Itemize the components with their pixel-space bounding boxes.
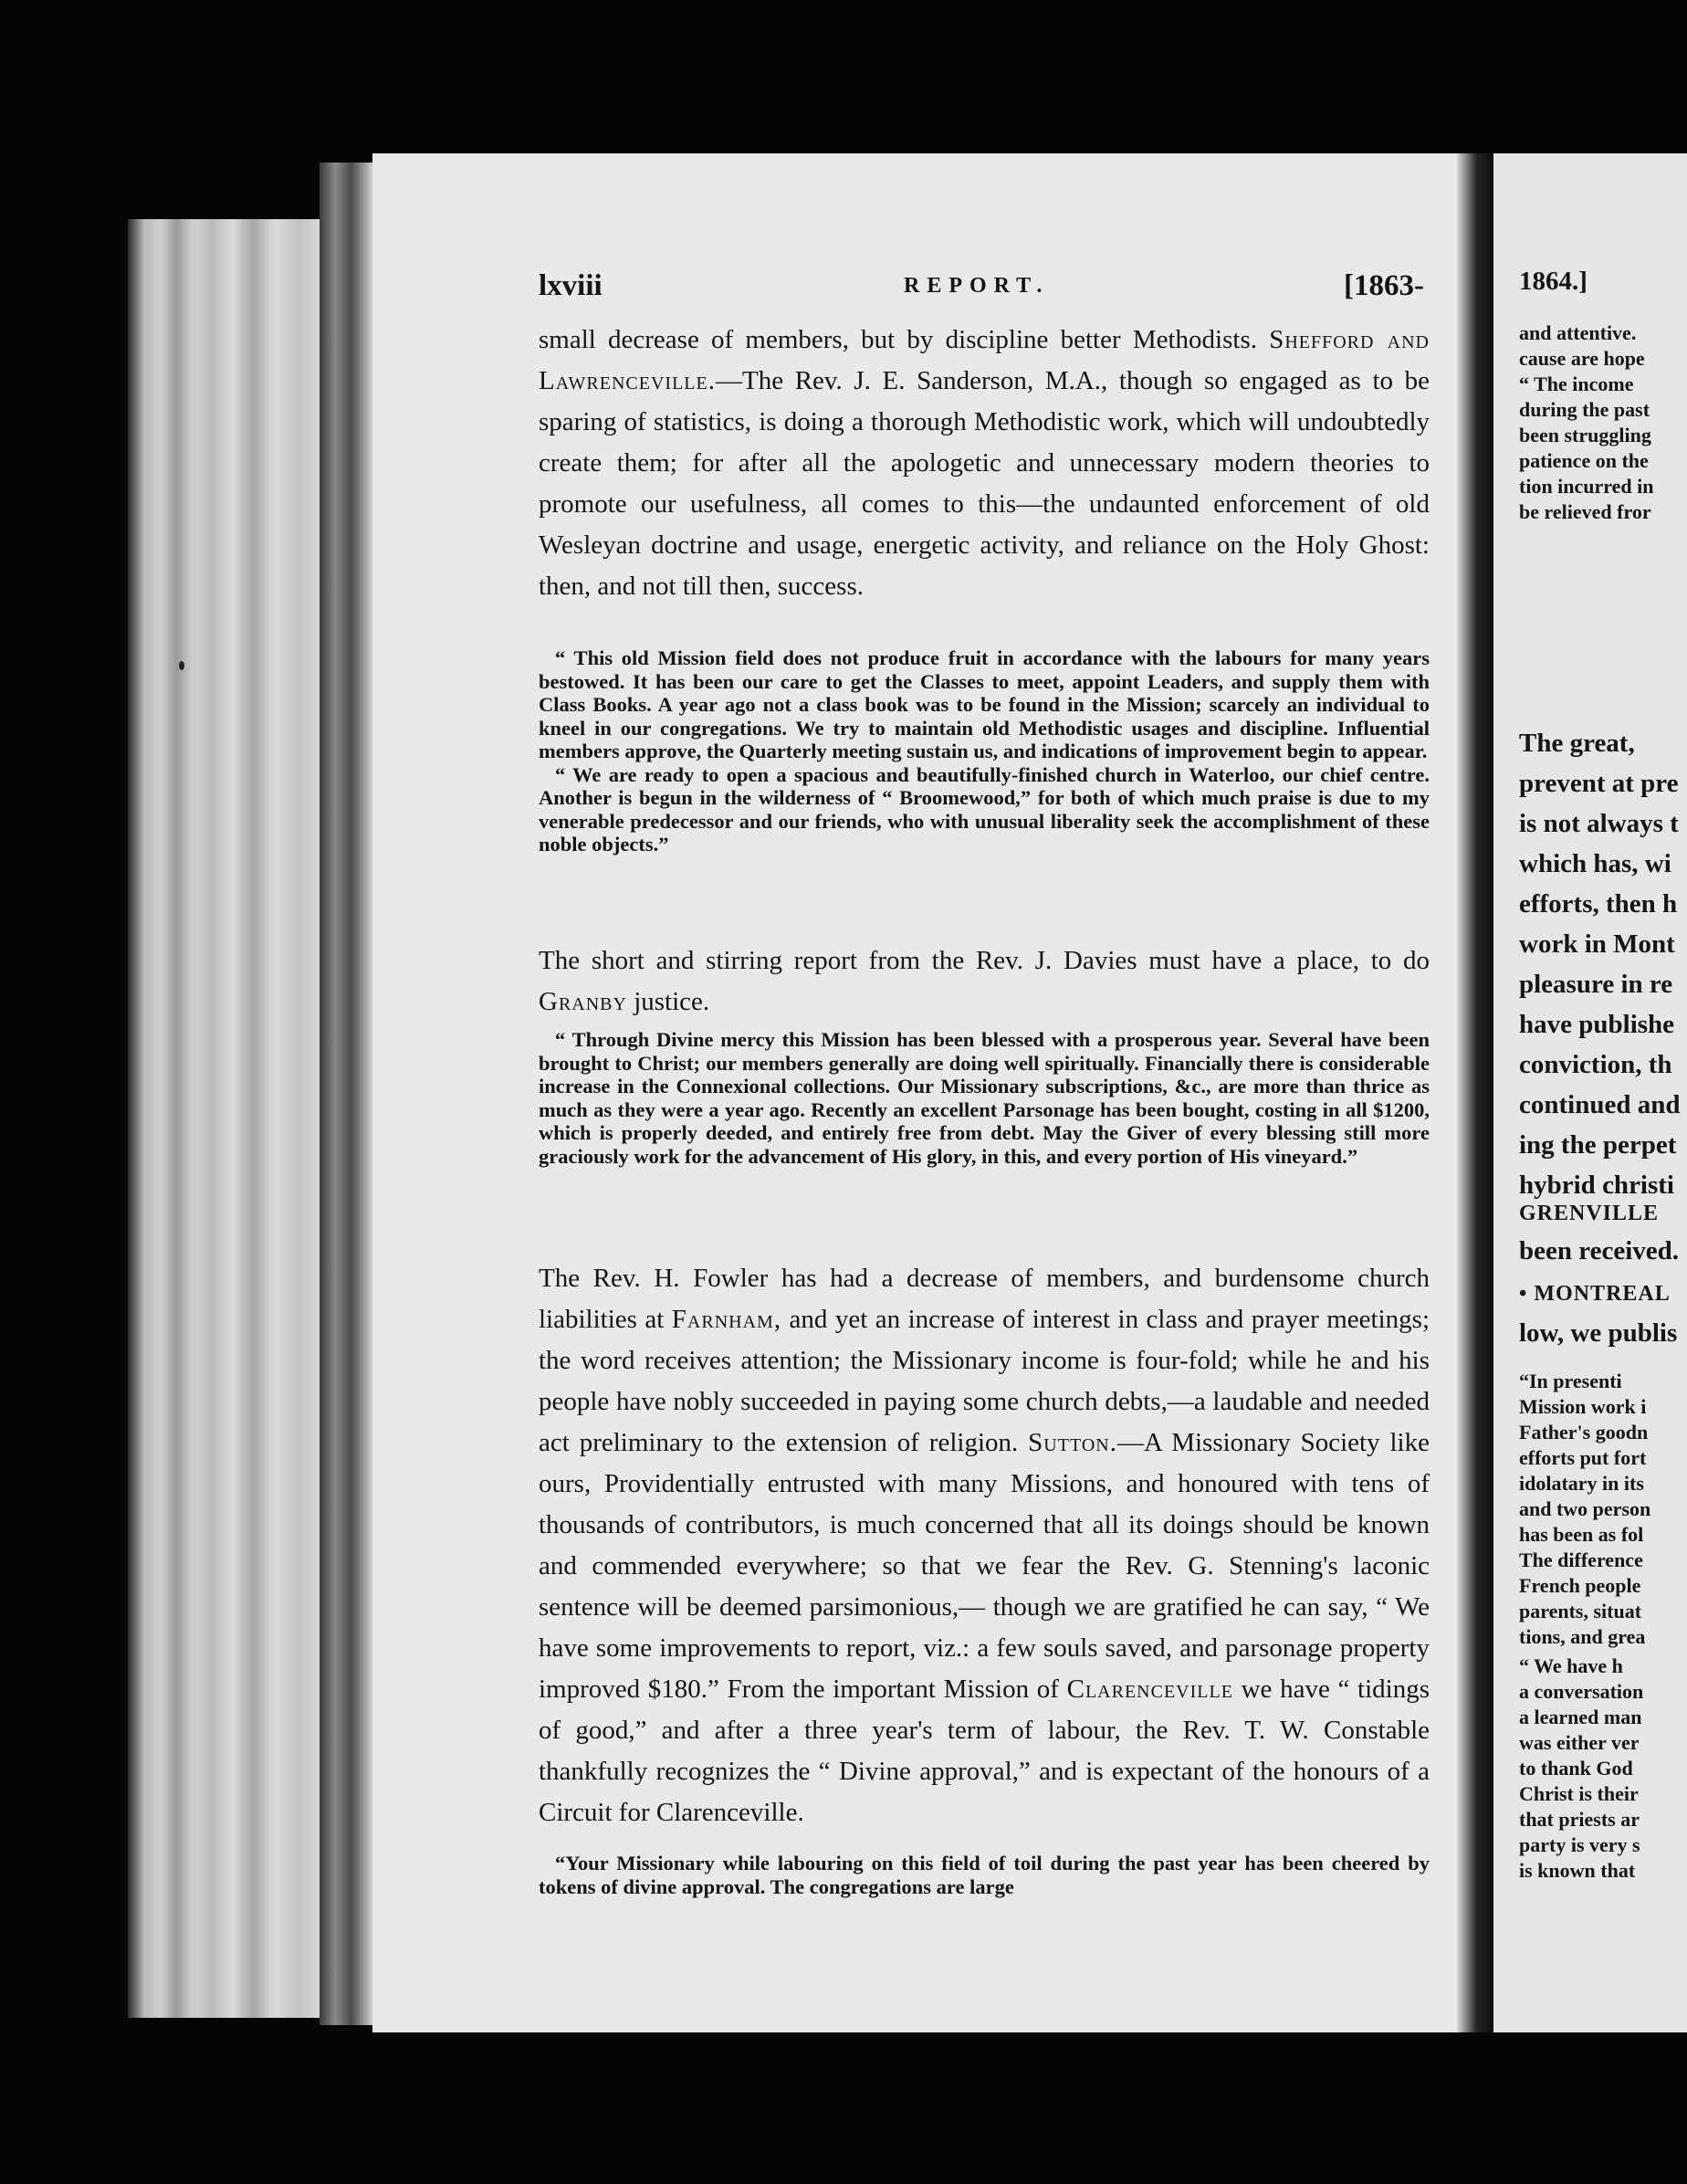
right-line: to thank God <box>1519 1757 1633 1780</box>
paragraph-granby-block <box>539 940 1430 1023</box>
right-line: has been as fol <box>1519 1523 1644 1546</box>
right-line: and two person <box>1519 1497 1651 1520</box>
right-line: Mission work i <box>1519 1395 1647 1418</box>
right-line: The difference <box>1519 1549 1643 1571</box>
right-line: ing the perpet <box>1519 1130 1677 1160</box>
right-line: that priests ar <box>1519 1808 1640 1831</box>
paragraph-farnham-block <box>539 1258 1430 1833</box>
quote-block-shefford <box>539 646 1430 856</box>
book-binding-edge <box>320 163 372 2025</box>
paragraph-farnham: The Rev. H. Fowler has had a decrease of members, and burdensome church liabilities at Farnham, and yet an increase of interest in class and prayer meetings; the word receives attention; the Missionary income is four-fold; while he and his people have nobly succeeded in paying some church debts,—a laudable and needed act preliminary to the extension of religion. Sutton.—A Missionary Society like ours, Providentially entrusted with many Missions, and honoured with tens of thousands of contributors, is much concerned that all its doings should be known and commended everywhere; so that we fear the Rev. G. Stenning's laconic sentence will be deemed parsimonious,— though we are gratified he can say, “ We have some improvements to report, viz.: a few souls saved, and parsonage property improved $180.” From the important Mission of Clarenceville we have “ tidings of good,” and after a three year's term of labour, the Rev. T. W. Constable thankfully recognizes the “ Divine approval,” and is expectant of the honours of a Circuit for Clarenceville. <box>539 1264 1430 1827</box>
right-line: prevent at pre <box>1519 769 1679 798</box>
right-line: cause are hope <box>1519 347 1645 370</box>
right-line: low, we publis <box>1519 1318 1678 1348</box>
right-line: tions, and grea <box>1519 1625 1646 1648</box>
right-page-year: 1864.] <box>1519 267 1587 296</box>
left-page-body <box>539 320 1430 607</box>
right-line: work in Mont <box>1519 929 1675 959</box>
place-farnham: Farnham, <box>671 1305 782 1334</box>
right-line: been struggling <box>1519 424 1651 446</box>
right-line: was either ver <box>1519 1731 1640 1754</box>
right-line: efforts put fort <box>1519 1446 1647 1469</box>
place-sutton: Sutton. <box>1028 1428 1117 1457</box>
right-line: “ The income <box>1519 373 1634 395</box>
page-edge-mark <box>179 661 184 670</box>
right-line: hybrid christi <box>1519 1171 1674 1200</box>
quote-block-granby <box>539 1028 1430 1168</box>
book-page-edges <box>128 219 330 2018</box>
right-line: a conversation <box>1519 1680 1644 1703</box>
right-line: Christ is their <box>1519 1782 1639 1805</box>
quote-shefford-2: “ We are ready to open a spacious and beautifully-finished church in Waterloo, our chief centre. Another is begun in the wilderness of “ Broomewood,” for both of which much praise is due to my venerable predecessor and our friends, who with unusual liberality seek the accomplishment of these noble objects.” <box>539 762 1430 856</box>
quote-shefford-1: “ This old Mission field does not produce fruit in accordance with the labours for many years bestowed. It has been our care to get the Classes to meet, appoint Leaders, and supply them with Class Books. A year ago not a class book was to be found in the Mission; scarcely an individual to kneel in our congregations. We try to maintain old Methodistic usages and discipline. Influential members approve, the Quarterly meeting sustain us, and indications of improvement begin to appear. <box>539 646 1430 762</box>
right-line: patience on the <box>1519 449 1649 472</box>
right-line: French people <box>1519 1574 1641 1597</box>
right-line: continued and <box>1519 1090 1681 1119</box>
right-heading-grenville: GRENVILLE <box>1519 1202 1660 1225</box>
right-line: and attentive. <box>1519 321 1637 344</box>
page-folio: lxviii <box>539 269 602 302</box>
right-line: efforts, then h <box>1519 889 1678 919</box>
right-line: “ We have h <box>1519 1654 1623 1677</box>
right-line: during the past <box>1519 398 1650 421</box>
paragraph-granby: The short and stirring report from the Rev. J. Davies must have a place, to do Granby justice. <box>539 946 1430 1016</box>
running-title: REPORT. <box>904 274 1050 298</box>
right-line: is not always t <box>1519 809 1679 838</box>
paragraph-shefford: small decrease of members, but by discipline better Methodists. Shefford and Lawrenceville.—The Rev. J. E. Sanderson, M.A., though so engaged as to be sparing of statistics, is doing a thorough Methodistic work, which will undoubtedly create them; for after all the apologetic and unnecessary modern theories to promote our usefulness, all comes to this—the undaunted enforcement of old Wesleyan doctrine and usage, energetic activity, and reliance on the Holy Ghost: then, and not till then, success. <box>539 325 1430 601</box>
page-year: [1863- <box>1344 269 1424 302</box>
right-line: idolatary in its <box>1519 1472 1644 1495</box>
right-line: a learned man <box>1519 1706 1642 1728</box>
quote-clarenceville: “Your Missionary while labouring on this field of toil during the past year has been cheered by tokens of divine approval. The congregations are large <box>539 1852 1430 1898</box>
right-line: parents, situat <box>1519 1600 1642 1622</box>
right-line: have publishe <box>1519 1010 1675 1039</box>
right-heading-montreal: • MONTREAL <box>1519 1282 1671 1306</box>
right-line: Father's goodn <box>1519 1421 1649 1444</box>
right-line: tion incurred in <box>1519 475 1654 498</box>
right-line: The great, <box>1519 729 1635 758</box>
right-line: been received. <box>1519 1236 1680 1265</box>
right-line: party is very s <box>1519 1833 1640 1856</box>
place-clarenceville: Clarenceville <box>1066 1675 1233 1704</box>
right-line: which has, wi <box>1519 849 1671 878</box>
quote-granby: “ Through Divine mercy this Mission has been blessed with a prosperous year. Several have been brought to Christ; our members generally are doing well spiritually. Financially there is considerable increase in the Connexional collections. Our Missionary subscriptions, &c., are more than thrice as much as they were a year ago. Recently an excellent Parsonage has been bought, costing in all $1200, which is properly deeded, and entirely free from debt. May the Giver of every blessing still more graciously work for the advancement of His glory, in this, and every portion of His vineyard.” <box>539 1028 1430 1168</box>
right-line: “In presenti <box>1519 1370 1622 1392</box>
right-line: conviction, th <box>1519 1050 1672 1079</box>
right-line: be relieved fror <box>1519 500 1651 523</box>
place-granby: Granby <box>539 987 627 1016</box>
right-line: is known that <box>1519 1859 1636 1882</box>
book-gutter <box>1457 153 1493 2032</box>
right-line: pleasure in re <box>1519 970 1673 999</box>
place-shefford: Shefford and Lawrenceville. <box>539 325 1430 395</box>
quote-block-clarenceville <box>539 1852 1430 1898</box>
